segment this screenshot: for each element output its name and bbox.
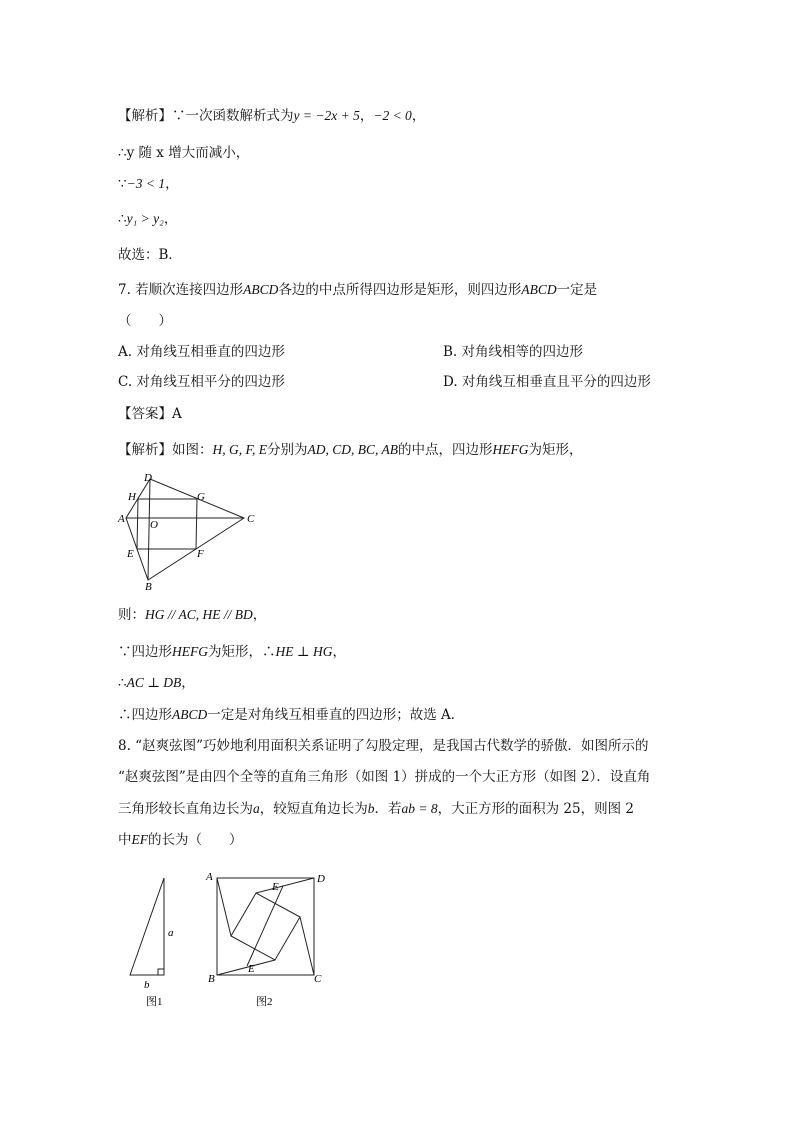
corner-label-b: B (208, 973, 215, 985)
q7-answer: 【答案】A (118, 406, 182, 422)
rect-hefg (137, 499, 197, 549)
math-expr: y = −2x + 5 (293, 108, 360, 123)
q7-blank: （ ） (118, 313, 172, 329)
right-angle-mark (158, 969, 164, 975)
sol6-line1: 【解析】∵一次函数解析式为y = −2x + 5，−2 < 0， (118, 108, 426, 124)
sol6-line4: ∴y₁ > y₂， (118, 211, 178, 227)
q7-explanation-line2: 则：HG // AC, HE // BD， (118, 607, 267, 623)
math-expr: y₁ > y₂ (126, 211, 164, 226)
q7-explanation-line5: ∴四边形ABCD一定是对角线互相垂直的四边形；故选 A． (118, 707, 465, 723)
q7-explanation-line1: 【解析】如图：H, G, F, E分别为AD, CD, BC, AB的中点，四边形HEFG为矩形， (118, 442, 583, 458)
inner-square (231, 893, 300, 960)
label-c: C (247, 513, 255, 525)
quad-abcd (126, 479, 244, 580)
q8-line2: “赵爽弦图”是由四个全等的直角三角形（如图 1）拼成的一个大正方形（如图 2）．设直角 (118, 769, 651, 785)
q7-option-d: D. 对角线互相垂直且平分的四边形 (443, 374, 651, 390)
q7-option-a: A. 对角线互相垂直的四边形 (118, 344, 285, 360)
label-h: H (128, 491, 136, 503)
label-e: E (127, 548, 134, 560)
figure2-caption: 图2 (256, 996, 273, 1008)
sol6-line5: 故选：B． (118, 247, 182, 263)
label-g: G (197, 491, 205, 503)
label-f: F (197, 548, 204, 560)
outer-square (217, 878, 314, 975)
sol6-line2: ∴y 随 x 增大而减小， (118, 145, 250, 161)
side-label-b: b (144, 979, 150, 991)
label-a: A (118, 513, 125, 525)
corner-label-c: C (314, 973, 322, 985)
figure2-zhao-shuang (200, 866, 335, 1016)
q8-line3: 三角形较长直角边长为a，较短直角边长为b．若ab = 8，大正方形的面积为 25，则图 2 (118, 801, 634, 817)
right-triangle (130, 878, 164, 975)
sol6-line3: ∵−3 < 1， (118, 176, 179, 192)
point-label-e-top: E (272, 881, 279, 893)
q7-explanation-line4: ∴AC ⊥ DB， (118, 675, 195, 691)
corner-label-d: D (317, 873, 325, 885)
label-b: B (145, 581, 152, 593)
figure1-caption: 图1 (146, 996, 163, 1008)
label-o: O (150, 519, 158, 531)
quadrilateral-figure (112, 470, 262, 595)
q8-line4: 中EF的长为（ ） (118, 832, 243, 848)
q7-stem: 7. 若顺次连接四边形ABCD各边的中点所得四边形是矩形，则四边形ABCD一定是 (118, 282, 598, 298)
figure1-triangle (120, 870, 190, 1015)
q7-option-b: B. 对角线相等的四边形 (443, 344, 584, 360)
q7-option-c: C. 对角线互相平分的四边形 (118, 374, 285, 390)
corner-label-a: A (206, 871, 213, 883)
q7-explanation-line3: ∵四边形HEFG为矩形，∴HE ⊥ HG， (118, 644, 346, 660)
math-expr: −2 < 0 (373, 108, 412, 123)
math-expr: −3 < 1 (126, 176, 166, 191)
label-d: D (144, 472, 152, 484)
point-label-e-bottom: E (248, 963, 255, 975)
side-label-a: a (168, 927, 174, 939)
q8-line1: 8. “赵爽弦图”巧妙地利用面积关系证明了勾股定理，是我国古代数学的骄傲．如图所示的 (118, 738, 649, 754)
